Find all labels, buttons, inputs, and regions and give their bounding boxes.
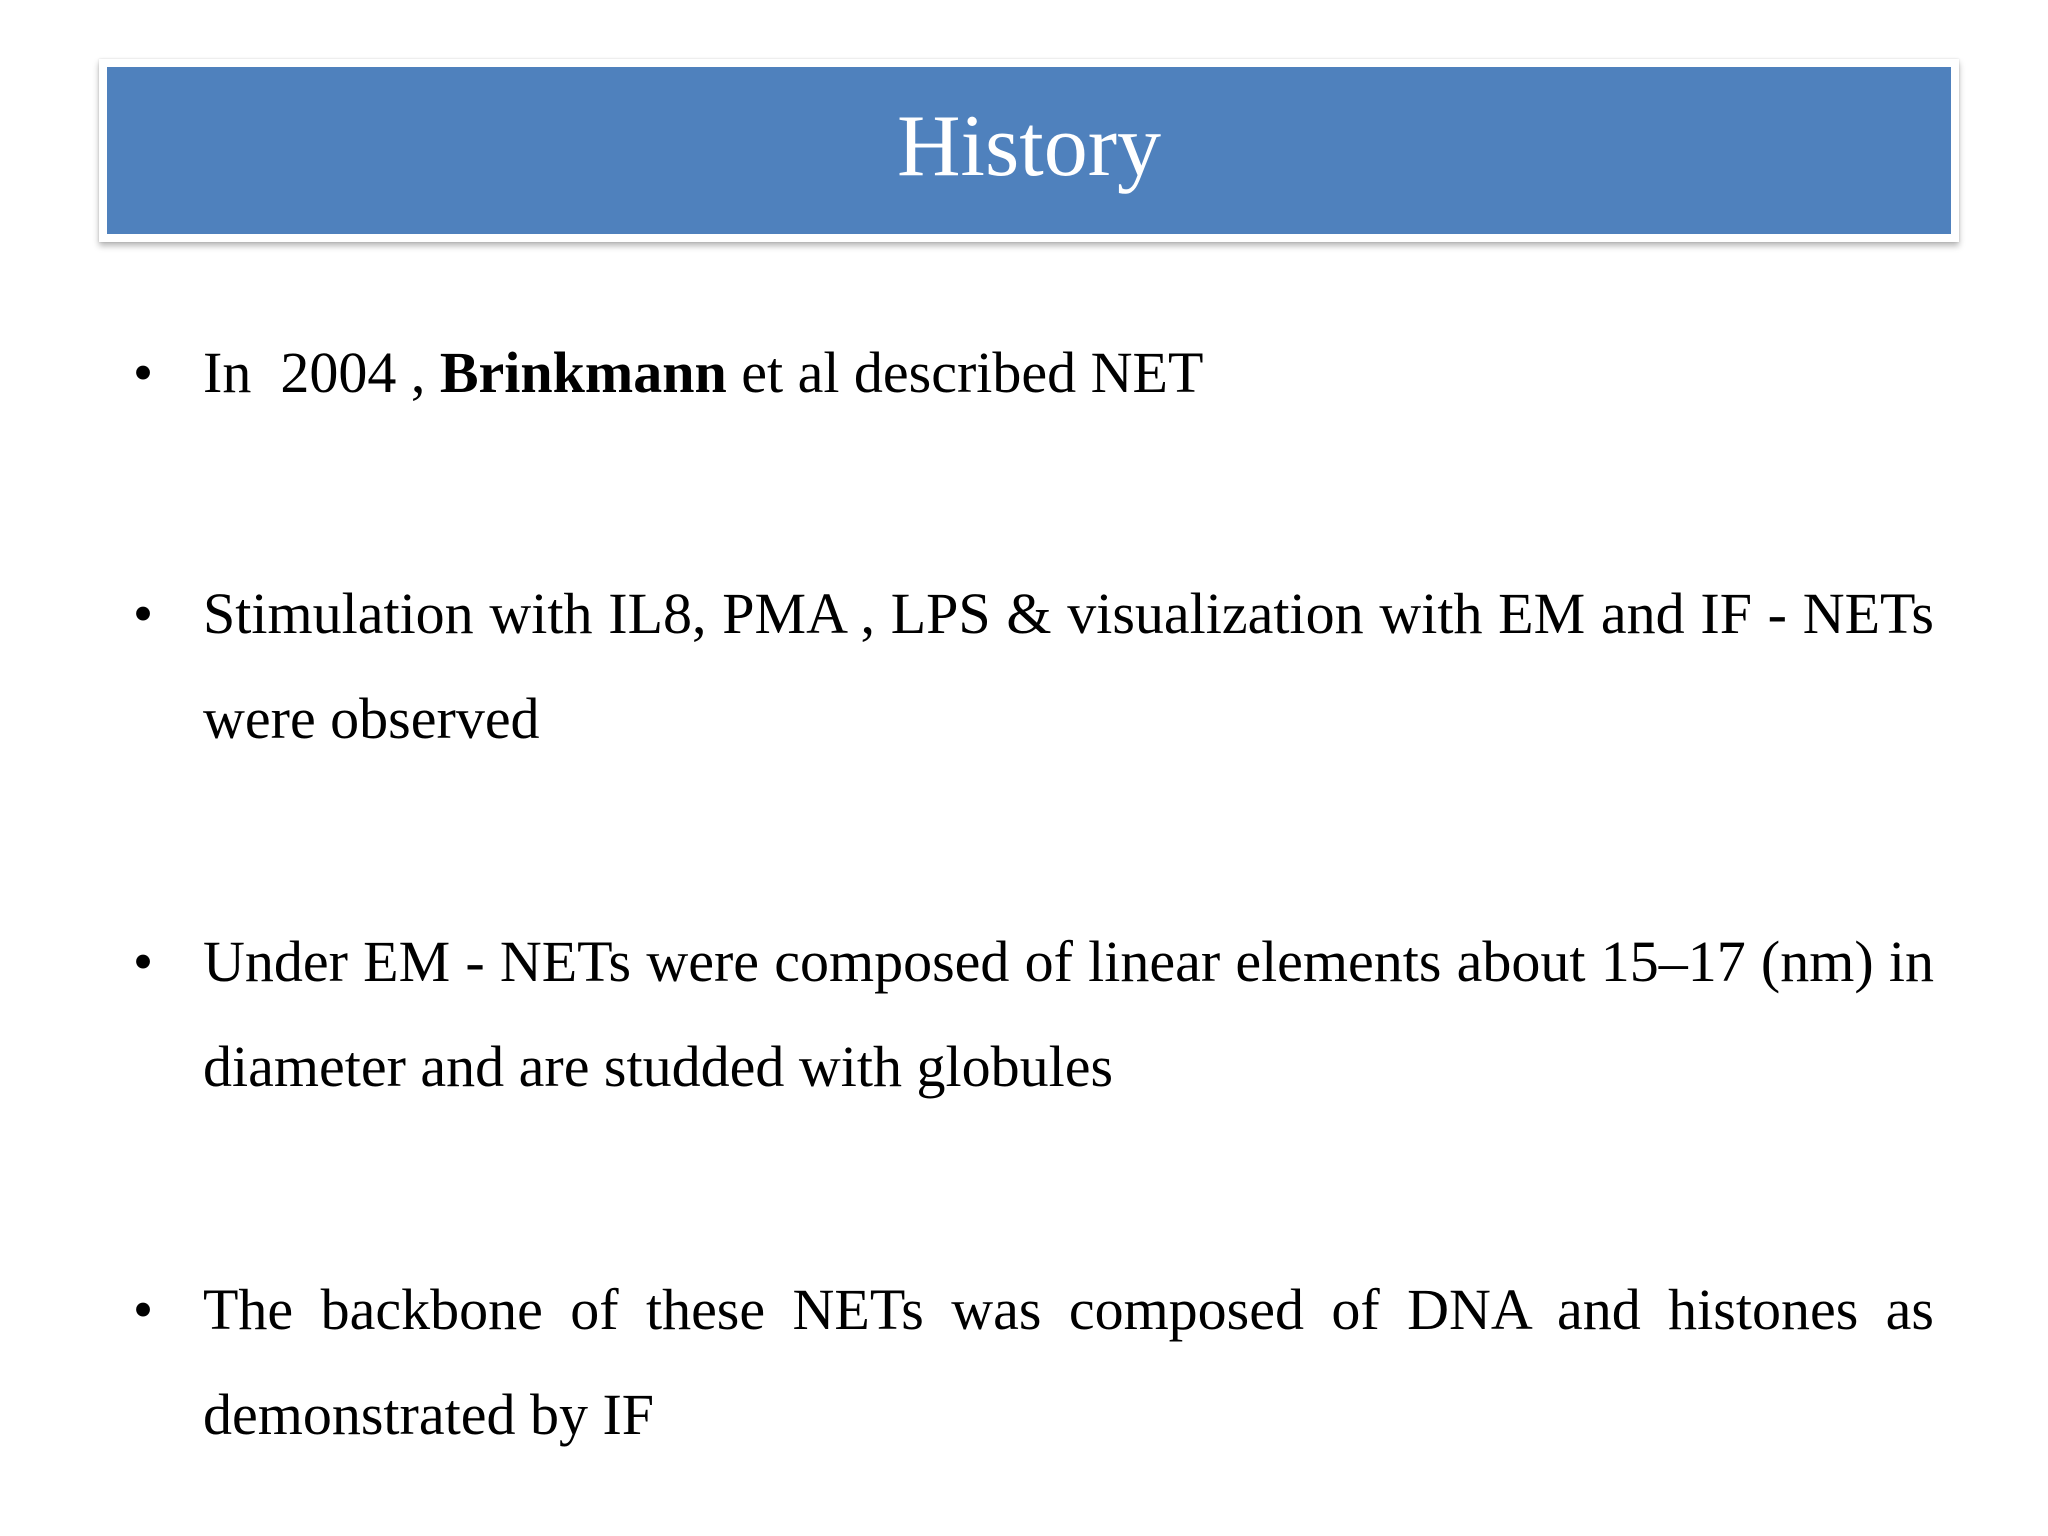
bullet-item xyxy=(132,909,1934,1119)
bullet-icon: • xyxy=(132,1277,154,1342)
bullet-item xyxy=(132,561,1934,771)
bullet-icon: • xyxy=(132,929,154,994)
bullet-text: Under EM - NETs were composed of linear elements about 15–17 (nm) in diameter and are studded with globules xyxy=(203,929,1934,1099)
bullet-text-start: In 2004 , xyxy=(203,340,440,405)
bullet-item xyxy=(132,320,1934,425)
bullet-icon: • xyxy=(132,340,154,405)
bullet-item xyxy=(132,1257,1934,1467)
slide-title: History xyxy=(897,97,1161,195)
bullet-icon: • xyxy=(132,581,154,646)
bullet-text: The backbone of these NETs was composed of DNA and histones as demonstrated by IF xyxy=(203,1277,1934,1447)
bullet-text: Stimulation with IL8, PMA , LPS & visualization with EM and IF - NETs were observed xyxy=(203,581,1934,751)
bullet-text-end: et al described NET xyxy=(726,340,1204,405)
author-name: Brinkmann xyxy=(439,340,727,405)
